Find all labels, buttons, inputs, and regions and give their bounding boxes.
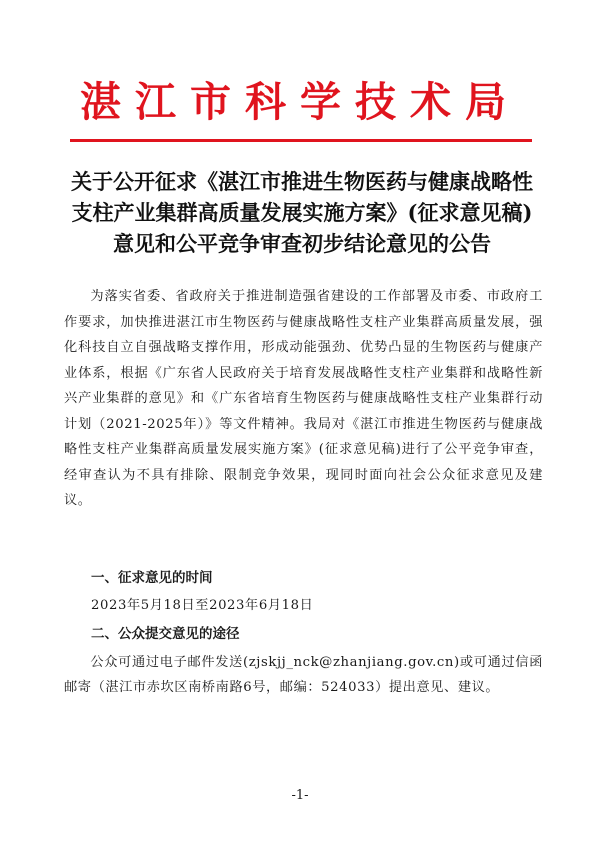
title-line-3: 意见和公平竞争审查初步结论意见的公告 bbox=[113, 231, 491, 256]
page-number: -1- bbox=[291, 788, 309, 803]
section-1-content: 2023年5月18日至2023年6月18日 bbox=[91, 598, 314, 613]
title-line-1: 关于公开征求《湛江市推进生物医药与健康战略性 bbox=[71, 169, 533, 194]
section-1-heading: 一、征求意见的时间 bbox=[91, 570, 213, 586]
section-2-heading: 二、公众提交意见的途径 bbox=[91, 626, 240, 642]
agency-name: 湛江市科学技术局 bbox=[80, 78, 520, 126]
body-paragraph-2: 公众可通过电子邮件发送(zjskjj_nck@zhanjiang.gov.cn)或可通过信函邮寄（湛江市赤坎区南桥南路6号，邮编：524033）提出意见、建议。 bbox=[64, 655, 543, 695]
title-line-2: 支柱产业集群高质量发展实施方案》(征求意见稿) bbox=[71, 200, 533, 225]
document-title bbox=[64, 166, 540, 259]
body-paragraph-1: 为落实省委、省政府关于推进制造强省建设的工作部署及市委、市政府工作要求，加快推进湛江市生物医药与健康战略性支柱产业集群高质量发展，强化科技自立自强战略支撑作用，形成动能强劲、优势凸显的生物医药与健康产业体系，根据《广东省人民政府关于培育发展战略性支柱产业集群和战略性新兴产业集群的意见》和《广东省培育生物医药与健康战略性支柱产业集群行动计划（2021-2025年）》等文件精神。我局对《湛江市推进生物医药与健康战略性支柱产业集群高质量发展实施方案》(征求意见稿)进行了公平竞争审查，经审查认为不具有排除、限制竞争效果，现同时面向社会公众征求意见及建议。 bbox=[64, 289, 543, 508]
header-divider bbox=[70, 139, 532, 142]
